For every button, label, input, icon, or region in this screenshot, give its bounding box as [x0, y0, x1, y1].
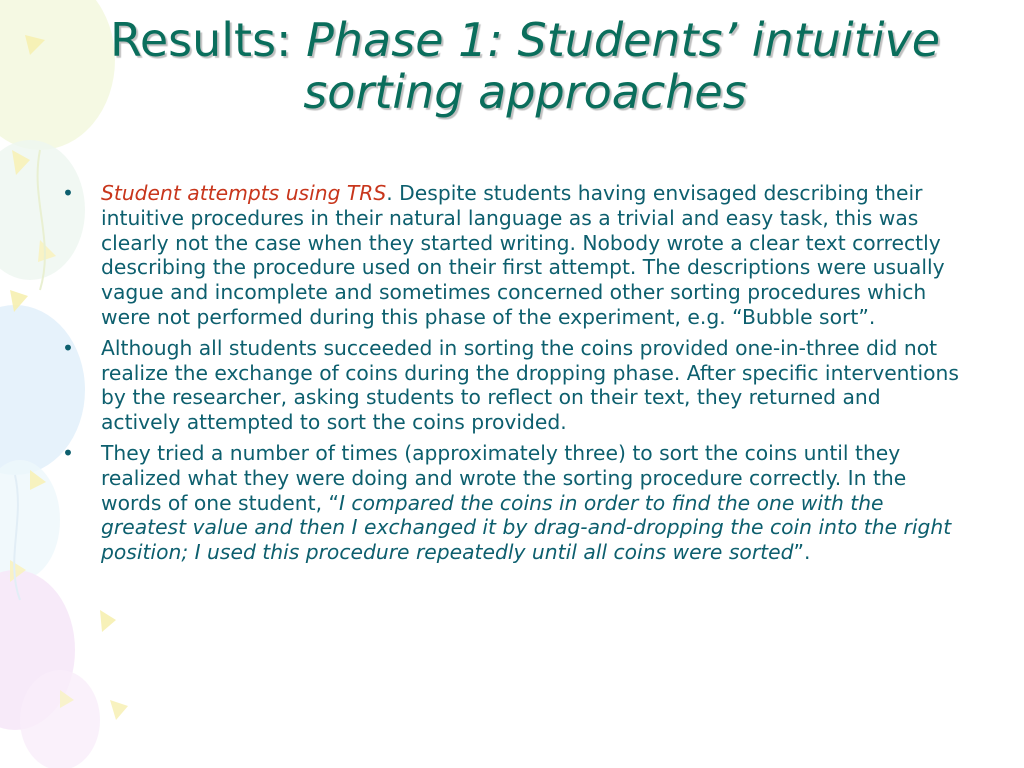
bullet-text: They tried a number of times (approximately three) to sort the coins until they realized what they were doing and wrote the sorting procedure correctly. In the words of one student, “ — [101, 440, 907, 515]
bullet-highlight: Student attempts using TRS — [101, 181, 387, 205]
student-quote: I compared the coins in order to find the one with the greatest value and then I exchanged it by drag-and-dropping the coin into the right position; I used this procedure repeatedly until all coins were sorted — [101, 490, 952, 565]
title-italic: Phase 1: Students’ intuitive sorting approaches — [303, 13, 941, 119]
quote-tail: ”. — [793, 540, 811, 565]
bullet-list — [60, 181, 965, 571]
bullet-text: Although all students succeeded in sorting the coins provided one-in-three did not realize the exchange of coins during the dropping phase. After specific interventions by the researcher, asking students to reflect on their text, they returned and actively attempted to sort the coins provided. — [101, 335, 959, 435]
bullet-text: . Despite students having envisaged describing their intuitive procedures in their natural language as a trivial and easy task, this was clearly not the case when they started writing. Nobody wrote a clear text correctly describing the procedure used on their first attempt. The descriptions were usually vague and incomplete and sometimes concerned other sorting procedures which were not performed during this phase of the experiment, e.g. “Bubble sort”. — [101, 181, 945, 329]
slide-title — [60, 14, 990, 118]
bullet-icon: • — [62, 181, 74, 205]
title-plain: Results: — [109, 13, 307, 67]
bullet-icon: • — [62, 335, 74, 360]
bullet-icon: • — [62, 440, 74, 465]
list-item — [60, 441, 965, 565]
list-item — [60, 336, 965, 435]
list-item — [60, 181, 965, 330]
